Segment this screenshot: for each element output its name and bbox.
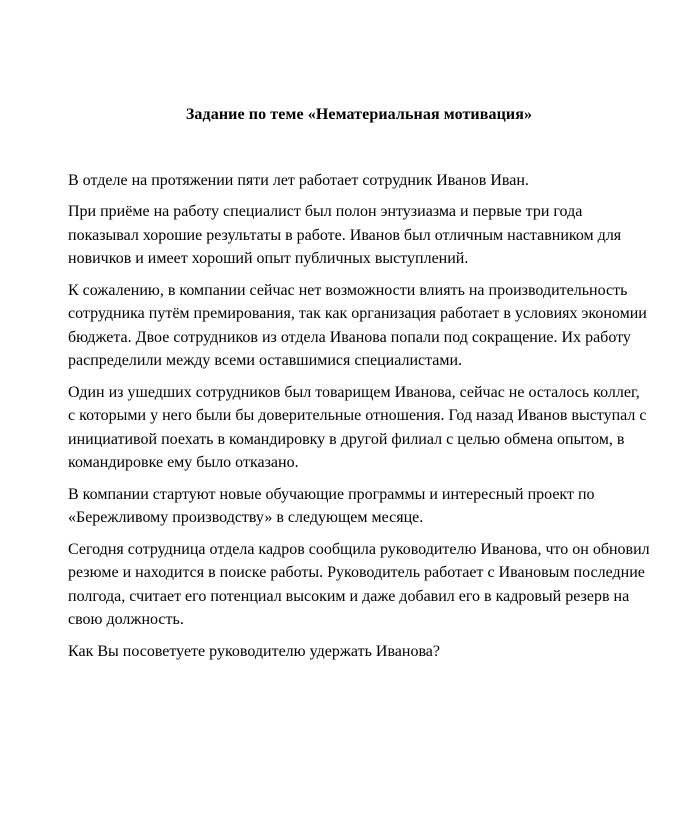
document-title: Задание по теме «Нематериальная мотивация»	[185, 106, 533, 123]
question-paragraph: Как Вы посоветуете руководителю удержать Иванова?	[68, 642, 440, 660]
paragraph: В отделе на протяжении пяти лет работает сотрудник Иванов Иван.	[68, 171, 529, 189]
paragraph: При приёме на работу специалист был полон энтузиазма и первые три года показывал хорошие результаты в работе. Иванов был отличным наставником для новичков и имеет хороший опыт публичных выступлений.	[68, 203, 622, 267]
paragraph: Сегодня сотрудница отдела кадров сообщила руководителю Иванова, что он обновил резюме и находится в поиске работы. Руководитель работает с Ивановым последние полгода, считает его потенциал высоким и даже добавил его в кадровый резерв на свою должность.	[68, 540, 650, 628]
paragraph: Один из ушедших сотрудников был товарищем Иванова, сейчас не осталось коллег, с которыми у него были бы доверительные отношения. Год назад Иванов выступал с инициативой поехать в командировку в другой филиал с целью обмена опытом, в командировке ему было отказано.	[68, 383, 647, 471]
paragraph: В компании стартуют новые обучающие программы и интересный проект по «Бережливому производству» в следующем месяце.	[68, 485, 595, 526]
paragraph: К сожалению, в компании сейчас нет возможности влиять на производительность сотрудника путём премирования, так как организация работает в условиях экономии бюджета. Двое сотрудников из отдела Иванова попали под сокращение. Их работу распределили между всеми оставшимися специалистами.	[68, 281, 647, 369]
